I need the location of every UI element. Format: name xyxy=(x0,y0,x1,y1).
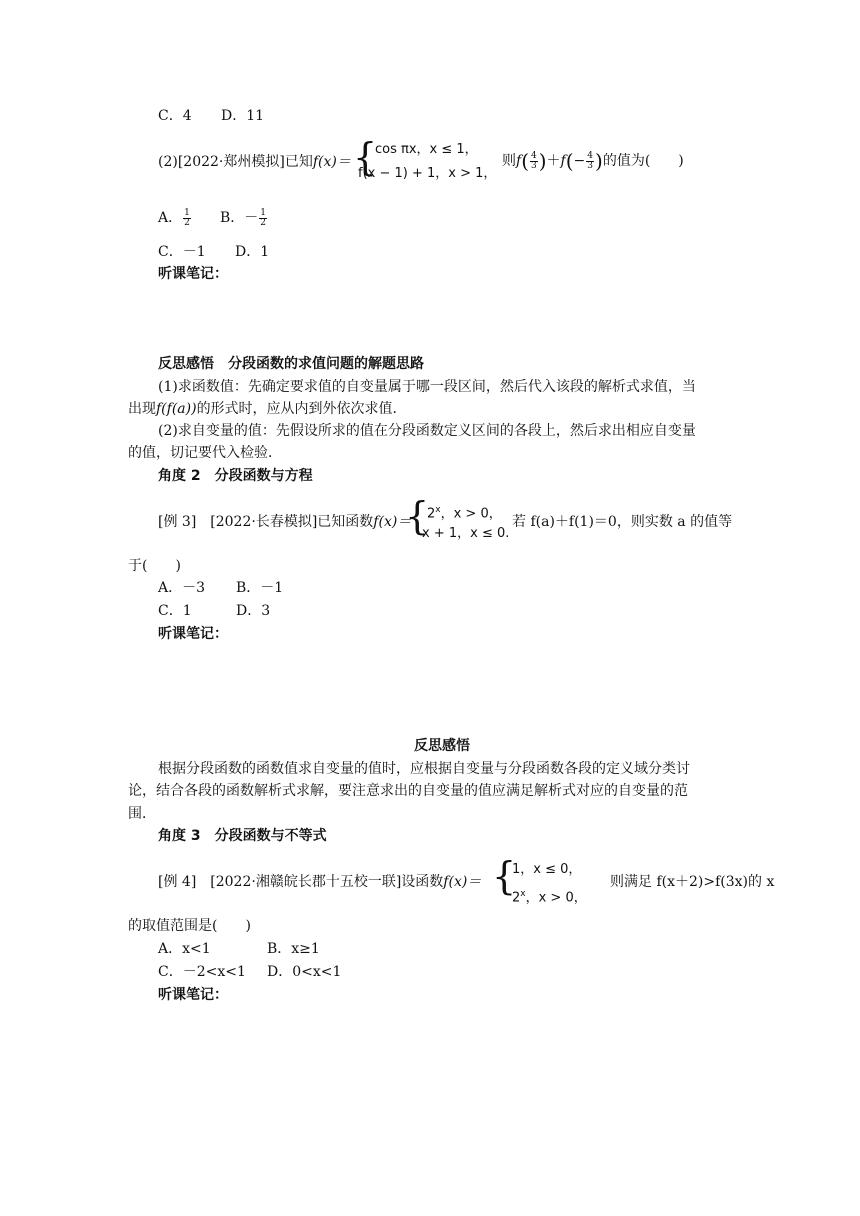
example-4-continuation: 的取值范围是( ) xyxy=(128,918,251,934)
option-c: C．－2<x<1 xyxy=(158,964,246,980)
option-a: A． $\frac{1}{2}$ xyxy=(158,207,190,228)
reflection-paragraph: 论，结合各段的函数解析式求解，要注意求出的自变量的值应满足解析式对应的自变量的范 xyxy=(128,783,688,799)
section-heading: 角度 2 分段函数与方程 xyxy=(158,468,313,484)
piecewise-case-1: 2$^x$，x > 0， xyxy=(427,505,502,522)
piecewise-case-2: 2$^x$，x > 0， xyxy=(512,889,587,906)
question-2-expression: 则f( $\frac{4}{3}$ )＋f(− $\frac{4}{3}$ )的值为( ) xyxy=(502,149,684,173)
reflection-paragraph: (1)求函数值：先确定要求值的自变量属于哪一段区间，然后代入该段的解析式求值，当 xyxy=(158,379,696,395)
option-c: C．1 xyxy=(158,603,192,619)
example-4-prefix: [例 4] [2022·湘赣皖长郡十五校一联]设函数f(x)＝ xyxy=(158,874,482,890)
piecewise-case-2: f(x − 1) + 1，x > 1， xyxy=(358,166,497,181)
reflection-paragraph: 的值，切记要代入检验． xyxy=(128,445,282,461)
option-b: B．x≥1 xyxy=(267,941,320,957)
fraction-4-3-neg: $\frac{4}{3}$ xyxy=(587,150,594,171)
option-d: D．11 xyxy=(221,108,265,124)
question-2-prefix: (2)[2022·郑州模拟]已知f(x)＝ xyxy=(158,154,351,170)
example-4-condition: 则满足 f(x＋2)>f(3x)的 x xyxy=(610,874,775,890)
option-b: B．－ $\frac{1}{2}$ xyxy=(220,207,267,228)
fraction-4-3: $\frac{4}{3}$ xyxy=(531,150,537,171)
piecewise-case-2: x + 1，x ≤ 0. xyxy=(422,526,510,541)
section-heading: 角度 3 分段函数与不等式 xyxy=(158,828,327,844)
reflection-paragraph: (2)求自变量的值：先假设所求的值在分段函数定义区间的各段上，然后求出相应自变量 xyxy=(158,423,696,439)
notes-label: 听课笔记： xyxy=(158,626,228,642)
reflection-paragraph: 根据分段函数的函数值求自变量的值时，应根据自变量与分段函数各段的定义域分类讨 xyxy=(158,761,690,777)
piecewise-brace: { xyxy=(405,494,430,538)
reflection-paragraph: 出现f(f(a))的形式时，应从内到外依次求值． xyxy=(128,401,407,417)
option-d: D．1 xyxy=(235,244,270,260)
option-a: A．x<1 xyxy=(158,941,211,957)
piecewise-case-1: 1，x ≤ 0， xyxy=(512,862,582,877)
example-3-continuation: 于( ) xyxy=(128,558,181,574)
piecewise-brace: { xyxy=(492,854,517,898)
option-b: B．－1 xyxy=(236,580,284,596)
piecewise-brace: { xyxy=(353,135,378,179)
option-a: A．－3 xyxy=(158,580,206,596)
piecewise-case-1: cos πx，x ≤ 1， xyxy=(375,142,478,157)
example-3-condition: 若 f(a)＋f(1)＝0，则实数 a 的值等 xyxy=(512,514,733,530)
notes-label: 听课笔记： xyxy=(158,266,228,282)
example-3-prefix: [例 3] [2022·长春模拟]已知函数f(x)＝ xyxy=(158,514,412,530)
reflection-heading: 反思感悟 xyxy=(414,738,470,754)
option-c: C．4 xyxy=(158,108,192,124)
option-d: D．0<x<1 xyxy=(267,964,342,980)
reflection-paragraph: 围． xyxy=(128,806,156,822)
reflection-heading: 反思感悟 分段函数的求值问题的解题思路 xyxy=(158,356,424,372)
option-d: D．3 xyxy=(236,603,271,619)
notes-label: 听课笔记： xyxy=(158,987,228,1003)
option-c: C．－1 xyxy=(158,244,206,260)
